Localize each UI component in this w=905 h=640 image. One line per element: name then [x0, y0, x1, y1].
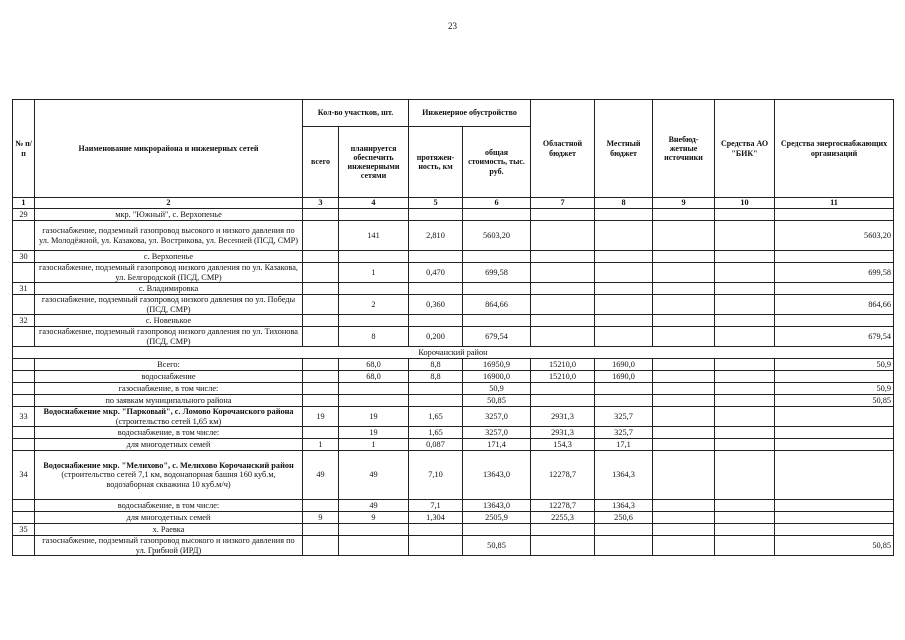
empty-cell [463, 209, 531, 221]
value-cell-col-7 [531, 295, 595, 315]
value-cell-col-6: 16950,9 [463, 359, 531, 371]
row-name: для многодетных семей [35, 512, 303, 524]
row-name: газоснабжение, подземный газопровод высокого и низкого давления по ул. Молодёжной, ул. Казакова, ул. Вострикова, ул. Весенней (ПСД, СМР) [35, 221, 303, 251]
value-cell-col-5 [409, 383, 463, 395]
value-cell-col-11 [775, 451, 894, 500]
empty-cell [653, 209, 715, 221]
empty-cell [463, 251, 531, 263]
value-cell-col-10 [715, 383, 775, 395]
value-cell-col-7: 12278,7 [531, 451, 595, 500]
value-cell-col-6: 3257,0 [463, 407, 531, 427]
row-name: газоснабжение, подземный газопровод низкого давления по ул. Победы (ПСД, СМР) [35, 295, 303, 315]
column-number: 8 [595, 198, 653, 209]
empty-cell [303, 251, 339, 263]
header-local-budget: Местный бюджет [595, 100, 653, 198]
value-cell-col-4: 68,0 [339, 359, 409, 371]
column-number: 5 [409, 198, 463, 209]
value-cell-col-7 [531, 221, 595, 251]
empty-cell [775, 209, 894, 221]
empty-cell [463, 283, 531, 295]
value-cell-col-10 [715, 327, 775, 347]
empty-cell [531, 251, 595, 263]
empty-cell [531, 315, 595, 327]
value-cell-col-8: 1364,3 [595, 500, 653, 512]
empty-cell [595, 315, 653, 327]
value-cell-col-6: 50,9 [463, 383, 531, 395]
value-cell-col-3: 49 [303, 451, 339, 500]
header-extra-budget: Внебюд-жетные источники [653, 100, 715, 198]
table-row [13, 371, 894, 383]
row-name: газоснабжение, подземный газопровод низкого давления по ул. Казакова, ул. Белгородской (ПСД, СМР) [35, 263, 303, 283]
value-cell-col-8 [595, 383, 653, 395]
table-body [13, 209, 894, 556]
row-name: газоснабжение, подземный газопровод высокого и низкого давления по ул. Грибной (ИРД) [35, 536, 303, 556]
value-cell-col-4: 68,0 [339, 371, 409, 383]
value-cell-col-4 [339, 383, 409, 395]
value-cell-col-5: 1,304 [409, 512, 463, 524]
value-cell-col-3 [303, 359, 339, 371]
value-cell-col-3 [303, 383, 339, 395]
value-cell-col-7: 15210,0 [531, 359, 595, 371]
column-number-row [13, 198, 894, 209]
row-number: 35 [13, 524, 35, 536]
value-cell-col-9 [653, 512, 715, 524]
empty-cell [531, 283, 595, 295]
column-number: 4 [339, 198, 409, 209]
empty-cell [463, 315, 531, 327]
row-number [13, 327, 35, 347]
row-name: водоснабжение, в том числе: [35, 427, 303, 439]
empty-cell [303, 524, 339, 536]
value-cell-col-8 [595, 327, 653, 347]
row-name: Всего: [35, 359, 303, 371]
empty-cell [339, 524, 409, 536]
empty-cell [339, 251, 409, 263]
value-cell-col-4: 1 [339, 439, 409, 451]
value-cell-col-6: 3257,0 [463, 427, 531, 439]
value-cell-col-9 [653, 427, 715, 439]
value-cell-col-3 [303, 327, 339, 347]
value-cell-col-6: 16900,0 [463, 371, 531, 383]
value-cell-col-11 [775, 371, 894, 383]
value-cell-col-3 [303, 500, 339, 512]
value-cell-col-5: 7,1 [409, 500, 463, 512]
value-cell-col-4: 49 [339, 500, 409, 512]
row-number: 29 [13, 209, 35, 221]
value-cell-col-5: 7,10 [409, 451, 463, 500]
value-cell-col-4 [339, 536, 409, 556]
row-number [13, 536, 35, 556]
row-number [13, 263, 35, 283]
value-cell-col-9 [653, 327, 715, 347]
column-number: 9 [653, 198, 715, 209]
value-cell-col-5: 8,8 [409, 371, 463, 383]
page-number: 23 [448, 21, 457, 31]
value-cell-col-7 [531, 327, 595, 347]
value-cell-col-8: 325,7 [595, 427, 653, 439]
value-cell-col-5: 1,65 [409, 407, 463, 427]
value-cell-col-4: 141 [339, 221, 409, 251]
value-cell-col-9 [653, 451, 715, 500]
column-number: 10 [715, 198, 775, 209]
column-number: 3 [303, 198, 339, 209]
value-cell-col-3 [303, 536, 339, 556]
value-cell-col-8: 1690,0 [595, 371, 653, 383]
empty-cell [303, 315, 339, 327]
locality-title: с. Владимировка [35, 283, 303, 295]
row-number [13, 383, 35, 395]
table-row [13, 251, 894, 263]
empty-cell [775, 283, 894, 295]
value-cell-col-11: 864,66 [775, 295, 894, 315]
value-cell-col-6: 50,85 [463, 536, 531, 556]
value-cell-col-11 [775, 500, 894, 512]
locality-title: мкр. "Южный", с. Верхопенье [35, 209, 303, 221]
value-cell-col-8: 325,7 [595, 407, 653, 427]
empty-cell [409, 315, 463, 327]
value-cell-col-11 [775, 407, 894, 427]
value-cell-col-9 [653, 263, 715, 283]
value-cell-col-5: 2,810 [409, 221, 463, 251]
table-row [13, 512, 894, 524]
value-cell-col-8: 250,6 [595, 512, 653, 524]
value-cell-col-11: 50,85 [775, 536, 894, 556]
value-cell-col-10 [715, 451, 775, 500]
column-number: 2 [35, 198, 303, 209]
empty-cell [409, 524, 463, 536]
header-length: протяжен-ность, км [409, 127, 463, 198]
header-total: всего [303, 127, 339, 198]
empty-cell [595, 524, 653, 536]
value-cell-col-4: 8 [339, 327, 409, 347]
value-cell-col-4: 9 [339, 512, 409, 524]
empty-cell [339, 315, 409, 327]
empty-cell [339, 283, 409, 295]
empty-cell [653, 283, 715, 295]
value-cell-col-10 [715, 263, 775, 283]
value-cell-col-11: 5603,20 [775, 221, 894, 251]
value-cell-col-8: 1364,3 [595, 451, 653, 500]
row-name: по заявкам муниципального района [35, 395, 303, 407]
table-row [13, 383, 894, 395]
value-cell-col-11: 50,9 [775, 359, 894, 371]
table-row [13, 295, 894, 315]
empty-cell [653, 524, 715, 536]
value-cell-col-4: 19 [339, 407, 409, 427]
table-row [13, 451, 894, 500]
header-plots: Кол-во участков, шт. [303, 100, 409, 127]
row-number [13, 395, 35, 407]
row-name: газоснабжение, в том числе: [35, 383, 303, 395]
table-row [13, 209, 894, 221]
row-name-bold: Водоснабжение мкр. "Мелихово", с. Мелихово Корочанский район [43, 460, 294, 470]
table-row [13, 315, 894, 327]
value-cell-col-3 [303, 371, 339, 383]
value-cell-col-4: 2 [339, 295, 409, 315]
value-cell-col-9 [653, 500, 715, 512]
row-number: 31 [13, 283, 35, 295]
row-number [13, 295, 35, 315]
column-number: 11 [775, 198, 894, 209]
table-row [13, 359, 894, 371]
row-name: водоснабжение [35, 371, 303, 383]
value-cell-col-6: 13643,0 [463, 451, 531, 500]
value-cell-col-3 [303, 221, 339, 251]
header-name: Наименование микрорайона и инженерных сетей [35, 100, 303, 198]
row-number [13, 439, 35, 451]
value-cell-col-7 [531, 263, 595, 283]
value-cell-col-4: 49 [339, 451, 409, 500]
value-cell-col-8 [595, 395, 653, 407]
value-cell-col-3: 1 [303, 439, 339, 451]
locality-title: с. Верхопенье [35, 251, 303, 263]
table-row [13, 500, 894, 512]
header-engineering: Инженерное обустройство [409, 100, 531, 127]
value-cell-col-10 [715, 439, 775, 451]
value-cell-col-3 [303, 427, 339, 439]
value-cell-col-8 [595, 536, 653, 556]
table-row [13, 263, 894, 283]
table-row [13, 395, 894, 407]
budget-table [12, 99, 894, 556]
row-name-bold: Водоснабжение мкр. "Парковый", с. Ломово Корочанского района [43, 407, 294, 417]
empty-cell [303, 283, 339, 295]
value-cell-col-11: 679,54 [775, 327, 894, 347]
value-cell-col-11 [775, 512, 894, 524]
header-planned: планируется обеспечить инженерными сетями [339, 127, 409, 198]
value-cell-col-10 [715, 371, 775, 383]
locality-title: х. Раевка [35, 524, 303, 536]
row-name: газоснабжение, подземный газопровод низкого давления по ул. Тихонова (ПСД, СМР) [35, 327, 303, 347]
locality-title: с. Новенькое [35, 315, 303, 327]
value-cell-col-5: 0,200 [409, 327, 463, 347]
empty-cell [409, 209, 463, 221]
row-number [13, 359, 35, 371]
row-name-rest: (строительство сетей 7,1 км, водонапорная башня 160 куб.м, водозаборная скважина 10 куб.м/ч) [61, 470, 276, 490]
value-cell-col-3 [303, 295, 339, 315]
table-row [13, 221, 894, 251]
empty-cell [531, 524, 595, 536]
empty-cell [715, 209, 775, 221]
column-number: 1 [13, 198, 35, 209]
empty-cell [715, 524, 775, 536]
empty-cell [303, 209, 339, 221]
value-cell-col-3: 19 [303, 407, 339, 427]
value-cell-col-6: 699,58 [463, 263, 531, 283]
value-cell-col-6: 864,66 [463, 295, 531, 315]
value-cell-col-8 [595, 263, 653, 283]
empty-cell [653, 251, 715, 263]
value-cell-col-9 [653, 371, 715, 383]
value-cell-col-9 [653, 395, 715, 407]
row-name-rest: (строительство сетей 1,65 км) [115, 416, 222, 426]
value-cell-col-4: 19 [339, 427, 409, 439]
value-cell-col-7: 15210,0 [531, 371, 595, 383]
column-number: 7 [531, 198, 595, 209]
empty-cell [653, 315, 715, 327]
value-cell-col-4: 1 [339, 263, 409, 283]
value-cell-col-10 [715, 295, 775, 315]
value-cell-col-9 [653, 439, 715, 451]
row-number [13, 512, 35, 524]
empty-cell [409, 251, 463, 263]
value-cell-col-9 [653, 359, 715, 371]
value-cell-col-11: 50,85 [775, 395, 894, 407]
district-title: Корочанский район [13, 347, 894, 359]
row-number [13, 500, 35, 512]
value-cell-col-11: 50,9 [775, 383, 894, 395]
value-cell-col-9 [653, 383, 715, 395]
empty-cell [715, 315, 775, 327]
row-number [13, 427, 35, 439]
table-row [13, 536, 894, 556]
table-row [13, 407, 894, 427]
value-cell-col-7: 2255,3 [531, 512, 595, 524]
value-cell-col-5: 8,8 [409, 359, 463, 371]
row-name: водоснабжение, в том числе: [35, 500, 303, 512]
value-cell-col-3 [303, 395, 339, 407]
value-cell-col-11 [775, 439, 894, 451]
value-cell-col-5: 0,087 [409, 439, 463, 451]
value-cell-col-8: 17,1 [595, 439, 653, 451]
table-row [13, 327, 894, 347]
row-number: 30 [13, 251, 35, 263]
table-row [13, 427, 894, 439]
row-name [35, 451, 303, 500]
table-row [13, 439, 894, 451]
value-cell-col-6: 171,4 [463, 439, 531, 451]
row-name: для многодетных семей [35, 439, 303, 451]
row-name [35, 407, 303, 427]
value-cell-col-10 [715, 536, 775, 556]
value-cell-col-9 [653, 407, 715, 427]
header-cost: общая стоимость, тыс. руб. [463, 127, 531, 198]
value-cell-col-5 [409, 395, 463, 407]
value-cell-col-10 [715, 407, 775, 427]
value-cell-col-11: 699,58 [775, 263, 894, 283]
empty-cell [775, 315, 894, 327]
value-cell-col-6: 2505,9 [463, 512, 531, 524]
row-number: 34 [13, 451, 35, 500]
value-cell-col-3: 9 [303, 512, 339, 524]
empty-cell [409, 283, 463, 295]
value-cell-col-7: 2931,3 [531, 407, 595, 427]
empty-cell [595, 209, 653, 221]
value-cell-col-3 [303, 263, 339, 283]
empty-cell [775, 251, 894, 263]
empty-cell [531, 209, 595, 221]
value-cell-col-5: 0,360 [409, 295, 463, 315]
value-cell-col-10 [715, 359, 775, 371]
header-energy-funds: Средства энергоснабжающих организаций [775, 100, 894, 198]
table-row [13, 524, 894, 536]
header-regional-budget: Областной бюджет [531, 100, 595, 198]
value-cell-col-7 [531, 395, 595, 407]
value-cell-col-5 [409, 536, 463, 556]
value-cell-col-6: 5603,20 [463, 221, 531, 251]
value-cell-col-9 [653, 221, 715, 251]
value-cell-col-10 [715, 427, 775, 439]
value-cell-col-8 [595, 295, 653, 315]
value-cell-col-8 [595, 221, 653, 251]
value-cell-col-9 [653, 295, 715, 315]
value-cell-col-10 [715, 395, 775, 407]
value-cell-col-8: 1690,0 [595, 359, 653, 371]
empty-cell [715, 283, 775, 295]
value-cell-col-6: 679,54 [463, 327, 531, 347]
value-cell-col-6: 13643,0 [463, 500, 531, 512]
value-cell-col-9 [653, 536, 715, 556]
row-number: 33 [13, 407, 35, 427]
empty-cell [775, 524, 894, 536]
value-cell-col-7: 154,3 [531, 439, 595, 451]
value-cell-col-10 [715, 500, 775, 512]
table-header [13, 100, 894, 209]
header-no: № п/п [13, 100, 35, 198]
value-cell-col-10 [715, 221, 775, 251]
empty-cell [463, 524, 531, 536]
value-cell-col-5: 1,65 [409, 427, 463, 439]
value-cell-col-4 [339, 395, 409, 407]
empty-cell [715, 251, 775, 263]
value-cell-col-11 [775, 427, 894, 439]
column-number: 6 [463, 198, 531, 209]
value-cell-col-7 [531, 383, 595, 395]
empty-cell [595, 251, 653, 263]
table-row [13, 283, 894, 295]
value-cell-col-10 [715, 512, 775, 524]
header-bik-funds: Средства АО "БИК" [715, 100, 775, 198]
empty-cell [339, 209, 409, 221]
row-number [13, 371, 35, 383]
table-row [13, 347, 894, 359]
value-cell-col-7 [531, 536, 595, 556]
empty-cell [595, 283, 653, 295]
row-number: 32 [13, 315, 35, 327]
value-cell-col-7: 12278,7 [531, 500, 595, 512]
row-number [13, 221, 35, 251]
value-cell-col-6: 50,85 [463, 395, 531, 407]
value-cell-col-5: 0,470 [409, 263, 463, 283]
value-cell-col-7: 2931,3 [531, 427, 595, 439]
